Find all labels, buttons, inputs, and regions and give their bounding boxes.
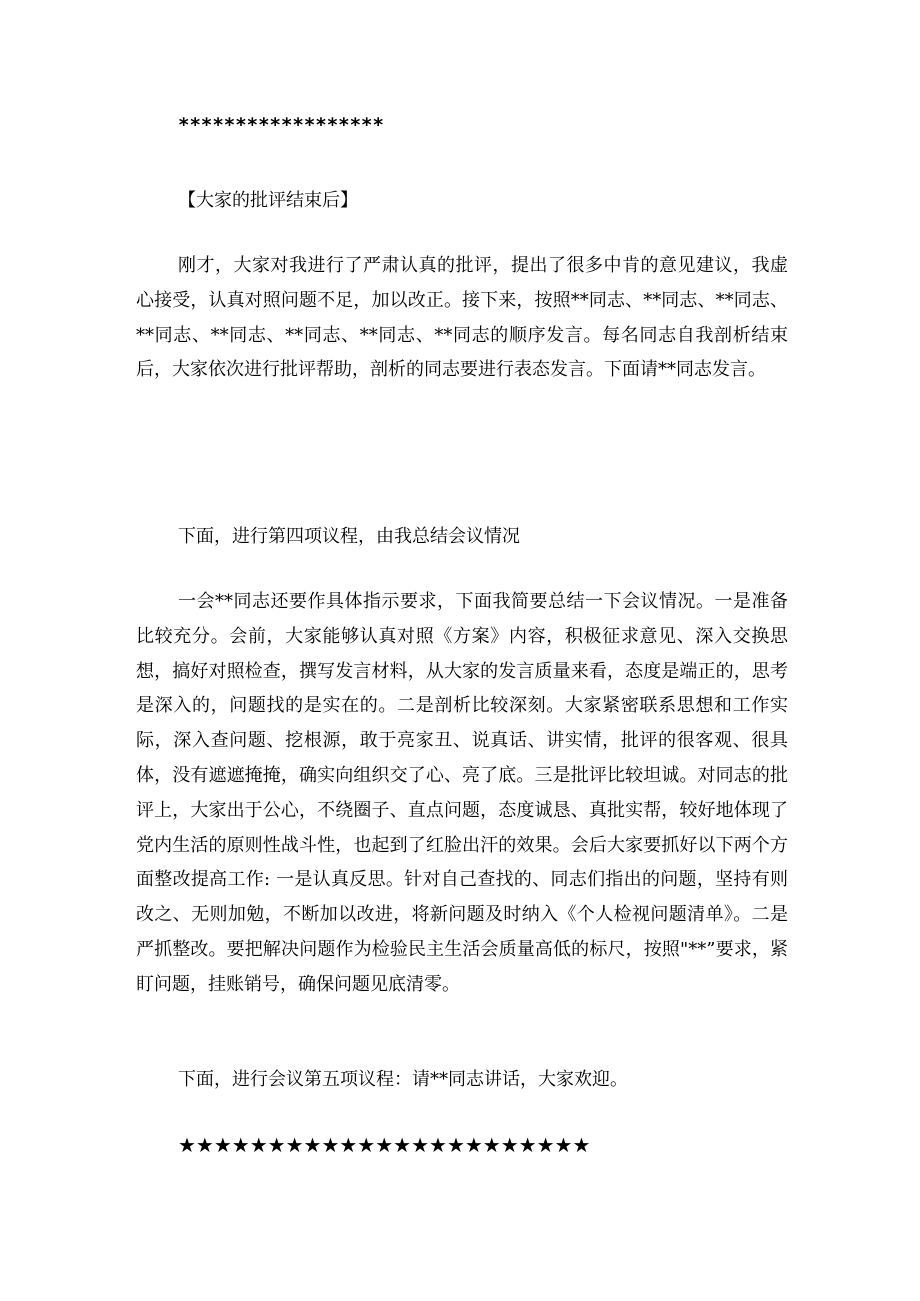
paragraph-text: 一会**同志还要作具体指示要求，下面我简要总结一下会议情况。一是准备比较充分。会前，大家能够认真对照《方案》内容，积极征求意见、深入交换思想，搞好对照检查，撰写发言材料，从大家的发言质量来看，态度是端正的，思考是深入的，问题找的是实在的。二是剖析比较深刻。大家紧密联系思想和工作实际，深入查问题、挖根源，敢于亮家丑、说真话、讲实情，批评的很客观、很具体，没有遮遮掩掩，确实向组织交了心、亮了底。三是批评比较坦诚。对同志的批评上，大家出于公心，不绕圈子、直点问题，态度诚恳、真批实帮，较好地体现了党内生活的原则性战斗性，也起到了红脸出汗的效果。会后大家要抓好以下两个方面整改提高工作: 一是认真反思。针对自己查找的、同志们指出的问题，坚持有则改之、无则加勉，不断加以改进，将新问题及时纳入《个人检视问题清单》。二是严抓整改。要把解决问题作为检验民主生活会质量高低的标尺，按照"**”要求，紧盯问题，挂账销号，确保问题见底清零。: [136, 591, 788, 995]
paragraph-meeting-summary: [136, 585, 788, 1003]
separator-asterisks-top: ******************: [178, 114, 384, 136]
separator-stars-bottom: ★★★★★★★★★★★★★★★★★★★★★★★: [178, 1133, 591, 1157]
heading-after-criticism: 【大家的批评结束后】: [178, 190, 358, 211]
paragraph-text: 下面，进行会议第五项议程：请**同志讲话，大家欢迎。: [178, 1069, 628, 1090]
paragraph-agenda-item-five: [136, 1063, 788, 1098]
paragraph-criticism-response: [136, 249, 788, 388]
heading-agenda-item-four: 下面，进行第四项议程，由我总结会议情况: [178, 526, 520, 547]
paragraph-text: 刚才，大家对我进行了严肃认真的批评，提出了很多中肯的意见建议，我虚心接受，认真对照问题不足，加以改正。接下来，按照**同志、**同志、**同志、**同志、**同志、**同志、**同志、**同志的顺序发言。每名同志自我剖析结束后，大家依次进行批评帮助，剖析的同志要进行表态发言。下面请**同志发言。: [136, 255, 788, 381]
